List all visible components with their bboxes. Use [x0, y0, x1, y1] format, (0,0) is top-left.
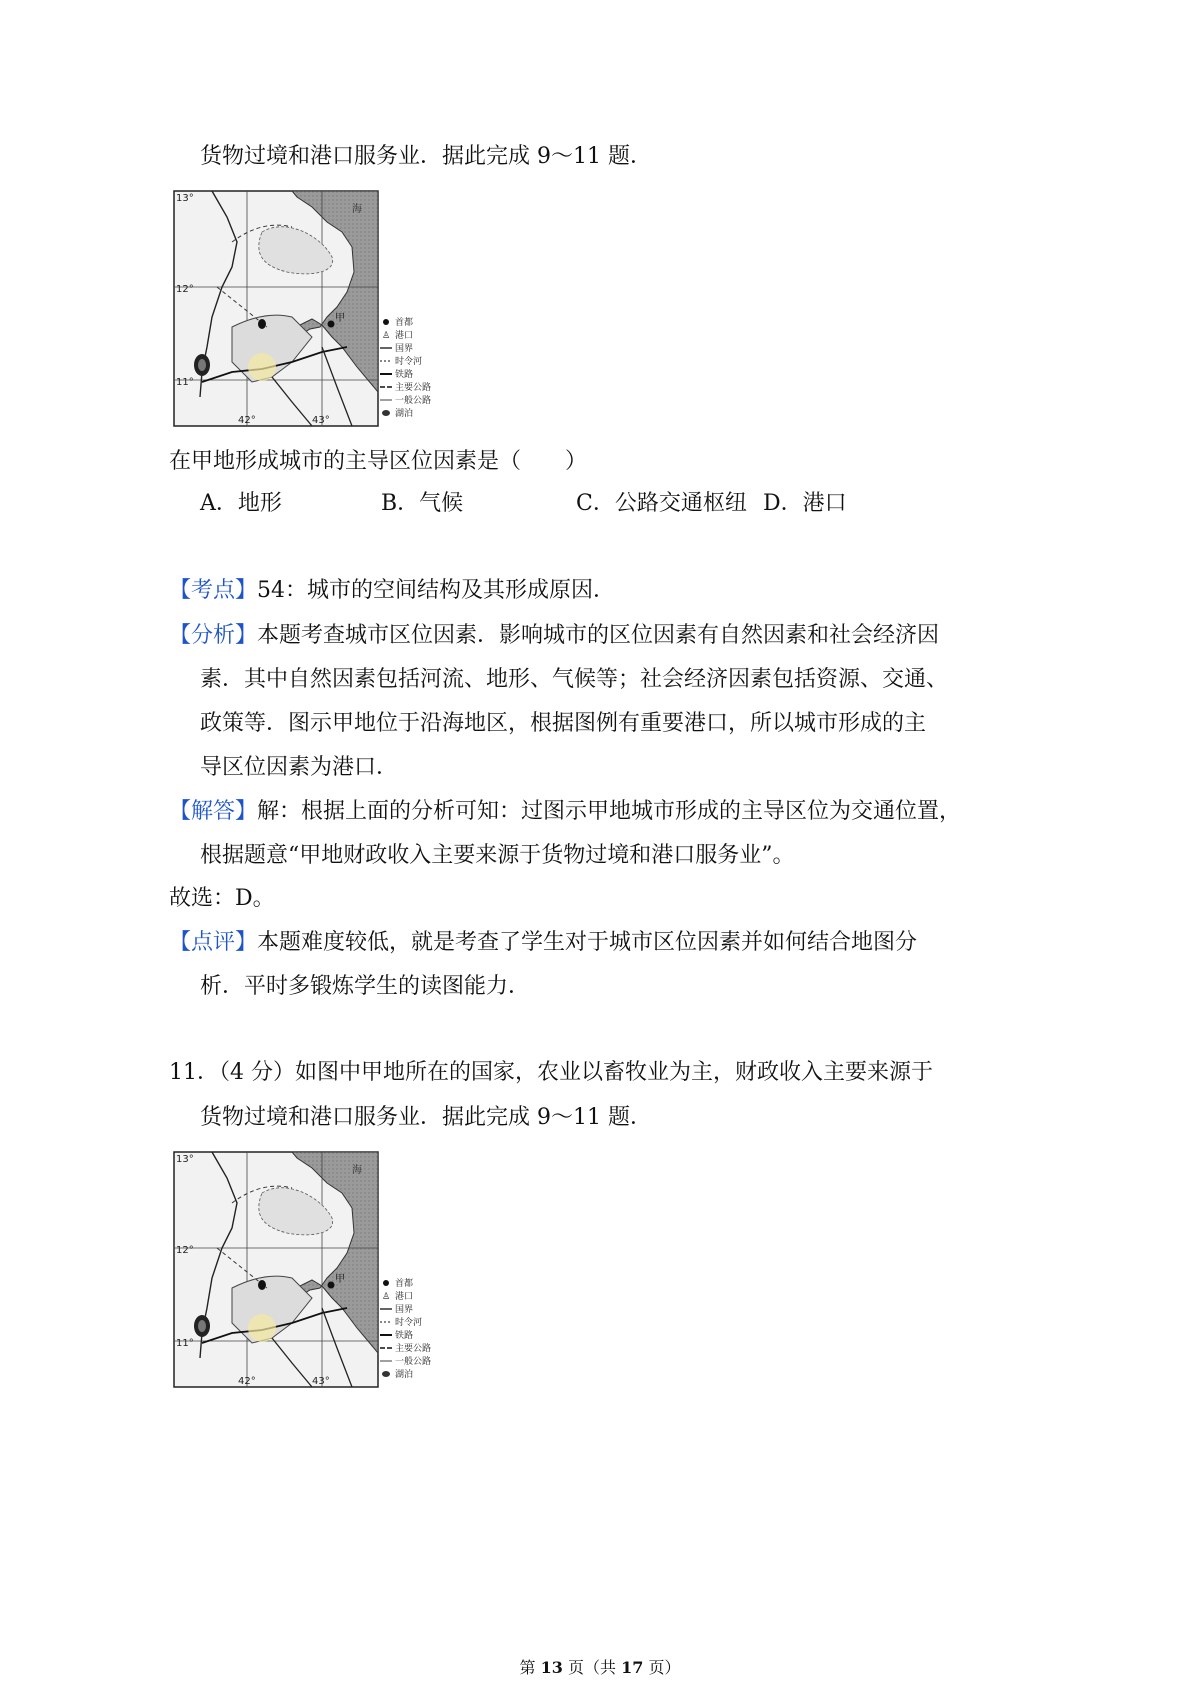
option-c: C．公路交通枢纽 — [576, 491, 747, 516]
legend-main-road: 主要公路 — [395, 383, 432, 393]
page-footer — [0, 1658, 1200, 1678]
legend-railway: 铁路 — [395, 370, 414, 380]
footer-mid: 页（共 — [562, 1658, 622, 1677]
place-label-jia: 甲 — [335, 313, 345, 324]
sea-label: 海 — [352, 204, 362, 215]
kaodian-tag: 【考点】 — [169, 578, 258, 603]
lon-label-42: 42° — [238, 415, 256, 426]
legend-lake: 湖泊 — [395, 1370, 414, 1380]
lat-label-11: 11° — [176, 377, 194, 388]
legend-port: 港口 — [395, 331, 414, 341]
option-a: A．地形 — [200, 491, 282, 516]
lon-label-43: 43° — [312, 1376, 330, 1387]
jieda-line-1 — [169, 797, 961, 827]
lon-label-42: 42° — [238, 1376, 256, 1387]
question-11-line-1: 11．（4 分）如图中甲地所在的国家，农业以畜牧业为主，财政收入主要来源于 — [169, 1060, 933, 1085]
kaodian-paragraph — [169, 576, 615, 606]
legend-capital: 首都 — [395, 318, 414, 328]
footer-prefix: 第 — [519, 1658, 541, 1677]
lat-label-13: 13° — [176, 1154, 194, 1165]
dianping-tag: 【点评】 — [169, 930, 258, 955]
place-label-jia: 甲 — [335, 1274, 345, 1285]
footer-suffix: 页） — [643, 1658, 681, 1677]
legend-port: 港口 — [395, 1292, 414, 1302]
fenxi-text-1: 本题考查城市区位因素．影响城市的区位因素有自然因素和社会经济因 — [257, 623, 940, 648]
legend-seasonal-river: 时令河 — [395, 1318, 423, 1328]
fenxi-line-1 — [169, 621, 939, 651]
kaodian-text: 54：城市的空间结构及其形成原因． — [257, 578, 616, 603]
option-d: D．港口 — [763, 491, 847, 516]
lat-label-11: 11° — [176, 1338, 194, 1349]
legend-general-road: 一般公路 — [395, 396, 432, 406]
svg-text:♙: ♙ — [382, 1292, 391, 1302]
legend-railway: 铁路 — [395, 1331, 414, 1341]
lat-label-12: 12° — [176, 1245, 194, 1256]
lat-label-13: 13° — [176, 193, 194, 204]
dianping-line-1 — [169, 928, 917, 958]
dianping-line-2: 析．平时多锻炼学生的读图能力． — [200, 974, 531, 999]
fenxi-line-2: 素．其中自然因素包括河流、地形、气候等；社会经济因素包括资源、交通、 — [200, 667, 949, 692]
map-figure-2 — [172, 1148, 453, 1394]
svg-text:♙: ♙ — [382, 331, 391, 341]
fenxi-line-3: 政策等．图示甲地位于沿海地区，根据图例有重要港口，所以城市形成的主 — [200, 711, 927, 736]
jieda-text-1: 解：根据上面的分析可知：过图示甲地城市形成的主导区位为交通位置， — [257, 799, 962, 824]
dianping-text-1: 本题难度较低，就是考查了学生对于城市区位因素并如何结合地图分 — [257, 930, 918, 955]
legend-capital: 首都 — [395, 1279, 414, 1289]
legend-main-road: 主要公路 — [395, 1344, 432, 1354]
legend-general-road: 一般公路 — [395, 1357, 432, 1367]
question-intro-continued: 货物过境和港口服务业．据此完成 9～11 题． — [200, 144, 652, 169]
question-stem: 在甲地形成城市的主导区位因素是（ ） — [169, 449, 588, 474]
option-b: B．气候 — [381, 491, 464, 516]
fenxi-line-4: 导区位因素为港口． — [200, 755, 399, 780]
legend-lake: 湖泊 — [395, 409, 414, 419]
question-11-line-2: 货物过境和港口服务业．据此完成 9～11 题． — [200, 1105, 652, 1130]
fenxi-tag: 【分析】 — [169, 623, 258, 648]
legend-border: 国界 — [395, 1305, 414, 1315]
legend-seasonal-river: 时令河 — [395, 357, 423, 367]
footer-page-number: 13 — [540, 1658, 563, 1677]
map-figure-1 — [172, 187, 453, 433]
legend-border: 国界 — [395, 344, 414, 354]
jieda-line-2: 根据题意“甲地财政收入主要来源于货物过境和港口服务业”。 — [200, 843, 795, 868]
answer-choice: 故选：D。 — [169, 886, 275, 911]
sea-label: 海 — [352, 1165, 362, 1176]
lat-label-12: 12° — [176, 284, 194, 295]
lon-label-43: 43° — [312, 415, 330, 426]
jieda-tag: 【解答】 — [169, 799, 258, 824]
footer-total-pages: 17 — [621, 1658, 644, 1677]
